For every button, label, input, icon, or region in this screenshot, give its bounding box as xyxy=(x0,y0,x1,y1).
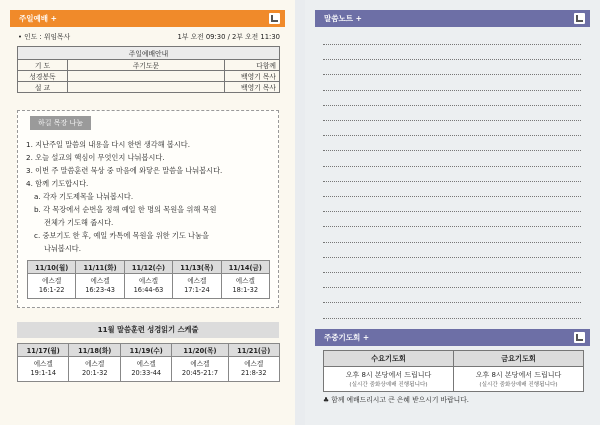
note-line xyxy=(323,226,581,227)
left-page xyxy=(0,0,295,425)
book-name: 에스겔 xyxy=(90,277,110,285)
reading-cell xyxy=(18,357,69,382)
notes-header-title: 말씀노트 + xyxy=(324,14,362,23)
note-line xyxy=(323,90,581,91)
book-name: 에스겔 xyxy=(33,360,53,368)
chapter-range: 21:8-32 xyxy=(240,369,267,377)
wednesday-prayer-title: 수요기도회 xyxy=(324,351,454,367)
weekday-header: 11/21(금) xyxy=(228,344,280,357)
service-cell xyxy=(68,82,225,93)
weekday-header: 11/19(수) xyxy=(120,344,171,357)
book-name: 에스겔 xyxy=(85,360,105,368)
reading-cell xyxy=(124,274,172,299)
service-cell: 백영기 목사 xyxy=(225,71,280,82)
sharing-item: 나눠봅시다. xyxy=(44,244,82,253)
service-cell: 설 교 xyxy=(18,82,68,93)
weekday-header: 11/10(월) xyxy=(28,261,76,274)
note-icon xyxy=(574,332,585,343)
friday-prayer-title: 금요기도회 xyxy=(454,351,584,367)
sharing-item: 전체가 기도해 줍시다. xyxy=(44,218,114,227)
book-name: 에스겔 xyxy=(190,360,210,368)
reading-cell xyxy=(172,357,228,382)
prayer-time: 오후 8시 본당에서 드립니다 xyxy=(345,371,432,379)
note-line xyxy=(323,302,581,303)
prayer-note: (실시간 줌화상예배 진행됩니다) xyxy=(479,382,558,388)
weekday-header: 11/20(목) xyxy=(172,344,228,357)
service-cell: 백영기 목사 xyxy=(225,82,280,93)
note-line xyxy=(323,211,581,212)
service-row xyxy=(18,82,280,93)
chapter-range: 16:23-43 xyxy=(85,286,115,294)
schedule-table xyxy=(17,343,280,382)
sharing-item: 4. 함께 기도합시다. xyxy=(26,179,89,188)
note-line xyxy=(323,257,581,258)
chapter-range: 17:1-24 xyxy=(184,286,210,294)
reading-cell xyxy=(28,274,76,299)
service-cell xyxy=(68,71,225,82)
sharing-item: c. 중보기도 한 후, 예일 카톡에 목원을 위한 기도 나눔을 xyxy=(34,231,209,240)
book-name: 에스겔 xyxy=(42,277,62,285)
note-line xyxy=(323,181,581,182)
note-line xyxy=(323,166,581,167)
note-icon xyxy=(574,13,585,24)
chapter-range: 16:44-63 xyxy=(133,286,164,294)
note-line xyxy=(323,44,581,45)
sharing-label: 하길 목장 나눔 xyxy=(30,116,91,130)
service-times: 1부 오전 09:30 / 2부 오전 11:30 xyxy=(177,33,280,41)
reading-cell xyxy=(221,274,269,299)
chapter-range: 18:1-32 xyxy=(232,286,259,294)
note-line xyxy=(323,318,581,319)
service-row xyxy=(18,60,280,71)
note-line xyxy=(323,59,581,60)
sharing-item: 1. 지난주일 말씀의 내용을 다시 한번 생각해 봅시다. xyxy=(26,140,190,149)
worship-header-title: 주일예배 + xyxy=(19,14,57,23)
note-line xyxy=(323,135,581,136)
friday-prayer-info xyxy=(454,367,584,392)
service-title: 주일예배안내 xyxy=(18,47,280,60)
wednesday-prayer-info xyxy=(324,367,454,392)
sharing-item: b. 각 목장에서 순번을 정해 예일 한 명의 목원을 위해 목원 xyxy=(34,205,217,214)
worship-header xyxy=(10,10,285,27)
weekday-header: 11/17(월) xyxy=(18,344,69,357)
weekday-header: 11/12(수) xyxy=(124,261,172,274)
speaker-text: • 인도 : 위임목사 xyxy=(18,33,71,41)
service-row xyxy=(18,71,280,82)
service-cell: 주기도문 xyxy=(68,60,225,71)
service-table xyxy=(17,46,280,93)
reading-cell xyxy=(76,274,124,299)
book-name: 에스겔 xyxy=(244,360,264,368)
sharing-item: a. 각자 기도제목을 나눠봅시다. xyxy=(34,192,134,201)
reading-cell xyxy=(228,357,280,382)
chapter-range: 16:1-22 xyxy=(38,286,65,294)
book-name: 에스겔 xyxy=(138,277,159,285)
chapter-range: 20:1-32 xyxy=(81,369,108,377)
note-line xyxy=(323,74,581,75)
note-icon xyxy=(269,13,280,24)
note-line xyxy=(323,272,581,273)
weekly-reading-table xyxy=(27,260,270,299)
weekday-header: 11/14(금) xyxy=(221,261,269,274)
note-line xyxy=(323,150,581,151)
sharing-item: 3. 이번 주 말씀훈련 묵상 중 마음에 와닿은 말씀을 나눠봅시다. xyxy=(26,166,223,175)
reading-cell xyxy=(69,357,120,382)
weekday-header: 11/11(화) xyxy=(76,261,124,274)
service-cell: 성경봉독 xyxy=(18,71,68,82)
notes-header xyxy=(315,10,590,27)
service-cell: 다함께 xyxy=(225,60,280,71)
chapter-range: 20:45-21:7 xyxy=(181,369,219,377)
weekday-header: 11/18(화) xyxy=(69,344,120,357)
note-line xyxy=(323,242,581,243)
prayer-note: (실시간 줌화상예배 진행됩니다) xyxy=(349,382,428,388)
prayer-header-title: 주중기도회 + xyxy=(324,333,370,342)
book-name: 에스겔 xyxy=(136,360,156,368)
reading-cell xyxy=(173,274,221,299)
note-line xyxy=(323,287,581,288)
prayer-header xyxy=(315,329,590,346)
footnote: ♣ 함께 예배드리시고 큰 은혜 받으시기 바랍니다. xyxy=(323,396,469,404)
book-name: 에스겔 xyxy=(235,277,255,285)
chapter-range: 20:33-44 xyxy=(131,369,162,377)
prayer-table xyxy=(323,350,584,392)
weekday-header: 11/13(목) xyxy=(173,261,221,274)
service-cell: 기 도 xyxy=(18,60,68,71)
service-info-line xyxy=(18,31,280,41)
chapter-range: 19:1-14 xyxy=(30,369,57,377)
reading-cell xyxy=(120,357,171,382)
note-line xyxy=(323,105,581,106)
note-line xyxy=(323,120,581,121)
prayer-time: 오후 8시 본당에서 드립니다 xyxy=(475,371,562,379)
schedule-title: 11월 말씀훈련 성경읽기 스케줄 xyxy=(17,322,279,338)
book-name: 에스겔 xyxy=(187,277,207,285)
sharing-item: 2. 오늘 설교의 핵심이 무엇인지 나눠봅시다. xyxy=(26,153,165,162)
note-line xyxy=(323,196,581,197)
